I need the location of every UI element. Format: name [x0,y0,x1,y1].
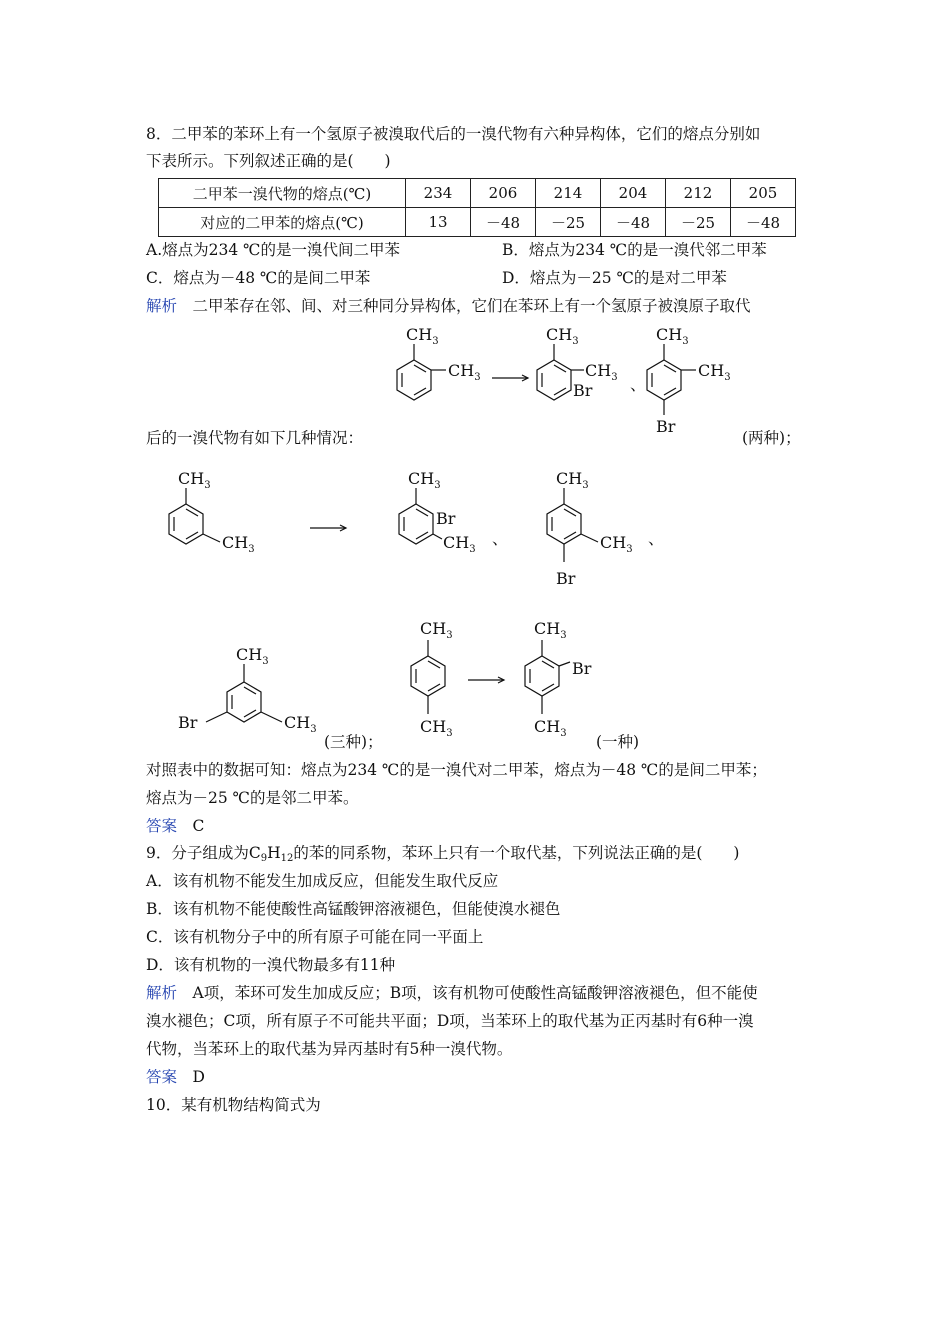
chem-ch: CH [236,645,263,664]
chem-sub: 3 [572,336,579,347]
table-row [159,179,796,208]
svg-text:CH3 [546,325,579,347]
one-kind-label: (一种) [596,733,640,751]
meta-xylene [169,488,220,544]
table-cell: 204 [601,179,666,208]
q9-option-b: B．该有机物不能使酸性高锰酸钾溶液褪色，但能使溴水褪色 [146,900,561,918]
table-cell: 205 [731,179,796,208]
q8-answer [146,816,204,836]
table-cell: －25 [536,208,601,237]
svg-text:CH3 [178,469,211,491]
chem-sub: 3 [682,336,689,347]
q8-option-b: B．熔点为234 ℃的是一溴代邻二甲苯 [502,241,767,259]
chem-sub: 3 [248,544,255,555]
separator: 、 [648,529,665,548]
q8-analysis-line2: 后的一溴代物有如下几种情况： [146,429,364,447]
q8-stem-line1: 8．二甲苯的苯环上有一个氢原子被溴取代后的一溴代物有六种异构体，它们的熔点分别如 [146,125,761,143]
chem-ch: CH [534,717,561,736]
svg-text:CH3 [556,469,589,491]
para-bromo-product [525,640,570,714]
chem-br: Br [556,569,576,588]
para-xylene [411,640,445,714]
q9-answer [146,1067,205,1087]
table-cell: 214 [536,179,601,208]
table-header-xylene: 对应的二甲苯的熔点(℃) [159,208,406,237]
chem-ch: CH [420,619,447,638]
table-header-bromide: 二甲苯一溴代物的熔点(℃) [159,179,406,208]
separator: 、 [630,375,647,394]
formula-h: H [267,844,281,862]
chem-ch: CH [556,469,583,488]
chem-ch: CH [448,361,475,380]
chem-ch: CH [420,717,447,736]
chem-br: Br [656,417,676,436]
q10-stem: 10．某有机物结构简式为 [146,1096,321,1114]
q9-option-c: C．该有机物分子中的所有原子可能在同一平面上 [146,928,484,946]
q9-stem-b: 的苯的同系物，苯环上只有一个取代基，下列说法正确的是( ) [293,844,740,862]
ortho-xylene-reaction [380,320,740,440]
analysis-label: 解析 [146,984,178,1002]
three-kinds-label: (三种)； [324,733,383,751]
svg-text:CH3 [585,361,618,383]
chem-ch: CH [284,713,311,732]
reaction-arrow [310,525,346,531]
q9-option-a: A．该有机物不能发生加成反应，但能发生取代反应 [146,872,499,890]
answer-label: 答案 [146,817,178,835]
chem-sub: 3 [474,372,481,383]
q9-stem-a: 9．分子组成为C [146,844,261,862]
q8-stem-line2: 下表所示。下列叙述正确的是( ) [146,152,391,170]
separator: 、 [492,529,509,548]
chem-ch: CH [546,325,573,344]
chem-sub: 3 [432,336,439,347]
svg-text:CH3 [420,717,453,739]
chem-ch: CH [585,361,612,380]
chem-ch: CH [408,469,435,488]
answer-value: C [177,817,205,835]
meta-bromo-product-c [206,664,282,722]
table-cell: 212 [666,179,731,208]
reaction-arrow [468,677,504,683]
chem-sub: 3 [310,724,317,735]
chem-br: Br [436,509,456,528]
q9-analysis-line2: 溴水褪色；C项，所有原子不可能共平面；D项，当苯环上的取代基为正丙基时有6种一溴 [146,1012,754,1030]
analysis-label: 解析 [146,297,178,315]
para-xylene-reaction [176,612,616,742]
q8-conclusion-line2: 熔点为－25 ℃的是邻二甲苯。 [146,789,359,807]
chem-sub: 3 [204,480,211,491]
answer-label: 答案 [146,1068,178,1086]
svg-text:CH3 [236,645,269,667]
chem-ch: CH [600,533,627,552]
svg-text:CH3 [656,325,689,347]
q9-option-d: D．该有机物的一溴代物最多有11种 [146,956,396,974]
chem-ch: CH [656,325,683,344]
chem-sub: 3 [469,544,476,555]
q9-analysis-line3: 代物，当苯环上的取代基为异丙基时有5种一溴代物。 [146,1040,513,1058]
table-cell: －48 [471,208,536,237]
formula-sub: 9 [260,853,268,864]
svg-text:CH3 [698,361,731,383]
chem-ch: CH [534,619,561,638]
table-cell: 13 [406,208,471,237]
chem-sub: 3 [446,728,453,739]
chem-ch: CH [406,325,433,344]
svg-text:CH3 [408,469,441,491]
chem-ch: CH [178,469,205,488]
chem-br: Br [178,713,198,732]
chem-sub: 3 [262,656,269,667]
svg-text:CH3 [534,619,567,641]
meta-bromo-product-b [547,488,598,562]
q9-stem [146,843,739,869]
chem-sub: 3 [560,728,567,739]
table-cell: 206 [471,179,536,208]
q9-analysis-line1 [146,983,758,1003]
chem-ch: CH [222,533,249,552]
chem-sub: 3 [626,544,633,555]
chem-ch: CH [698,361,725,380]
melting-point-table [158,178,796,237]
q8-option-a: A.熔点为234 ℃的是一溴代间二甲苯 [146,241,400,259]
formula-sub: 12 [280,853,294,864]
svg-text:CH3 [448,361,481,383]
table-cell: －48 [731,208,796,237]
svg-text:CH3 [600,533,633,555]
svg-text:CH3 [406,325,439,347]
table-cell: －48 [601,208,666,237]
svg-text:CH3 [420,619,453,641]
svg-text:CH3 [534,717,567,739]
table-cell: 234 [406,179,471,208]
q8-option-c: C．熔点为－48 ℃的是间二甲苯 [146,269,371,287]
svg-text:CH3 [284,713,317,735]
table-cell: －25 [666,208,731,237]
chem-ch: CH [443,533,470,552]
chem-br: Br [572,659,592,678]
chem-br: Br [573,381,593,400]
chem-sub: 3 [446,630,453,641]
q8-option-d: D．熔点为－25 ℃的是对二甲苯 [502,269,727,287]
chem-sub: 3 [434,480,441,491]
chem-sub: 3 [724,372,731,383]
reaction-arrow [492,375,528,381]
q8-analysis-line1 [146,296,751,316]
q8-conclusion-line1: 对照表中的数据可知：熔点为234 ℃的是一溴代对二甲苯，熔点为－48 ℃的是间二甲苯； [146,761,767,779]
table-row [159,208,796,237]
svg-text:CH3 [443,533,476,555]
ortho-xylene [397,344,446,400]
analysis-text: A项，苯环可发生加成反应；B项，该有机物可使酸性高锰酸钾溶液褪色，但不能使 [177,984,758,1002]
svg-text:CH3 [222,533,255,555]
chem-sub: 3 [560,630,567,641]
chem-sub: 3 [582,480,589,491]
two-kinds-label: (两种)； [742,429,801,447]
chem-sub: 3 [611,372,618,383]
analysis-text: 二甲苯存在邻、间、对三种同分异构体，它们在苯环上有一个氢原子被溴原子取代 [177,297,751,315]
ortho-bromo-product-b [647,344,696,415]
meta-xylene-reaction [160,462,680,592]
answer-value: D [177,1068,205,1086]
